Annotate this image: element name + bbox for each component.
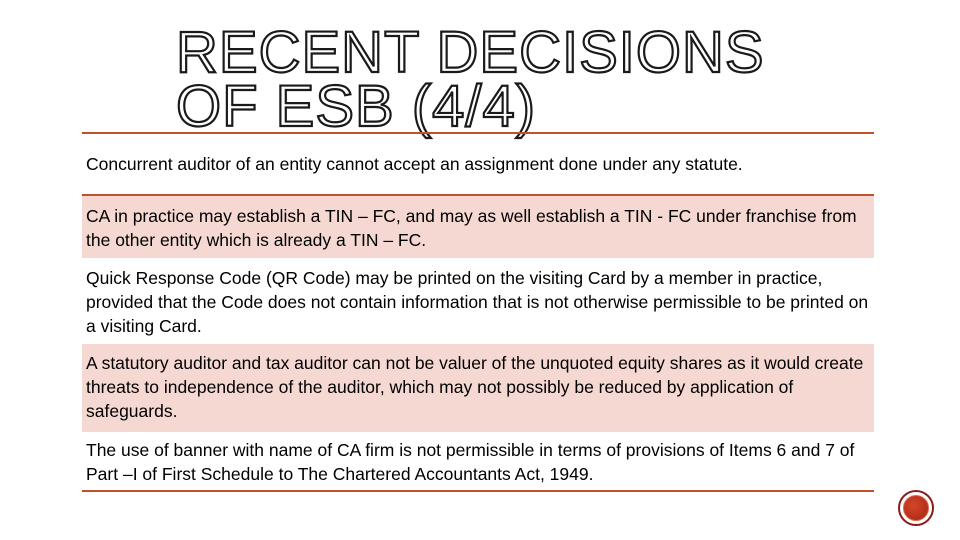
row-text: A statutory auditor and tax auditor can not be valuer of the unquoted equity shares as it would create threats to independence of the auditor, which may not possibly be reduced by application of safeguards.	[86, 353, 864, 421]
decisions-table	[82, 143, 874, 492]
row-text: The use of banner with name of CA firm is not permissible in terms of provisions of Items 6 and 7 of Part –I of First Schedule to The Chartered Accountants Act, 1949.	[86, 440, 855, 484]
table-row	[82, 258, 874, 344]
slide-title-line-1: RECENT DECISIONS	[176, 20, 765, 85]
badge-inner-circle	[903, 495, 929, 521]
row-text: CA in practice may establish a TIN – FC, and may as well establish a TIN - FC under franchise from the other entity which is already a TIN – FC.	[86, 206, 857, 250]
table-row	[82, 194, 874, 258]
table-row	[82, 143, 874, 194]
title-divider	[82, 132, 874, 134]
table-row	[82, 344, 874, 432]
page-number-badge-icon	[898, 490, 934, 526]
slide-title-line-2: OF ESB (4/4)	[176, 74, 537, 139]
row-text: Quick Response Code (QR Code) may be printed on the visiting Card by a member in practice, provided that the Code does not contain information that is not otherwise permissible to be printed on a visiting Card.	[86, 268, 869, 336]
table-row	[82, 432, 874, 492]
slide-title	[176, 20, 776, 139]
row-text: Concurrent auditor of an entity cannot accept an assignment done under any statute.	[86, 154, 743, 174]
